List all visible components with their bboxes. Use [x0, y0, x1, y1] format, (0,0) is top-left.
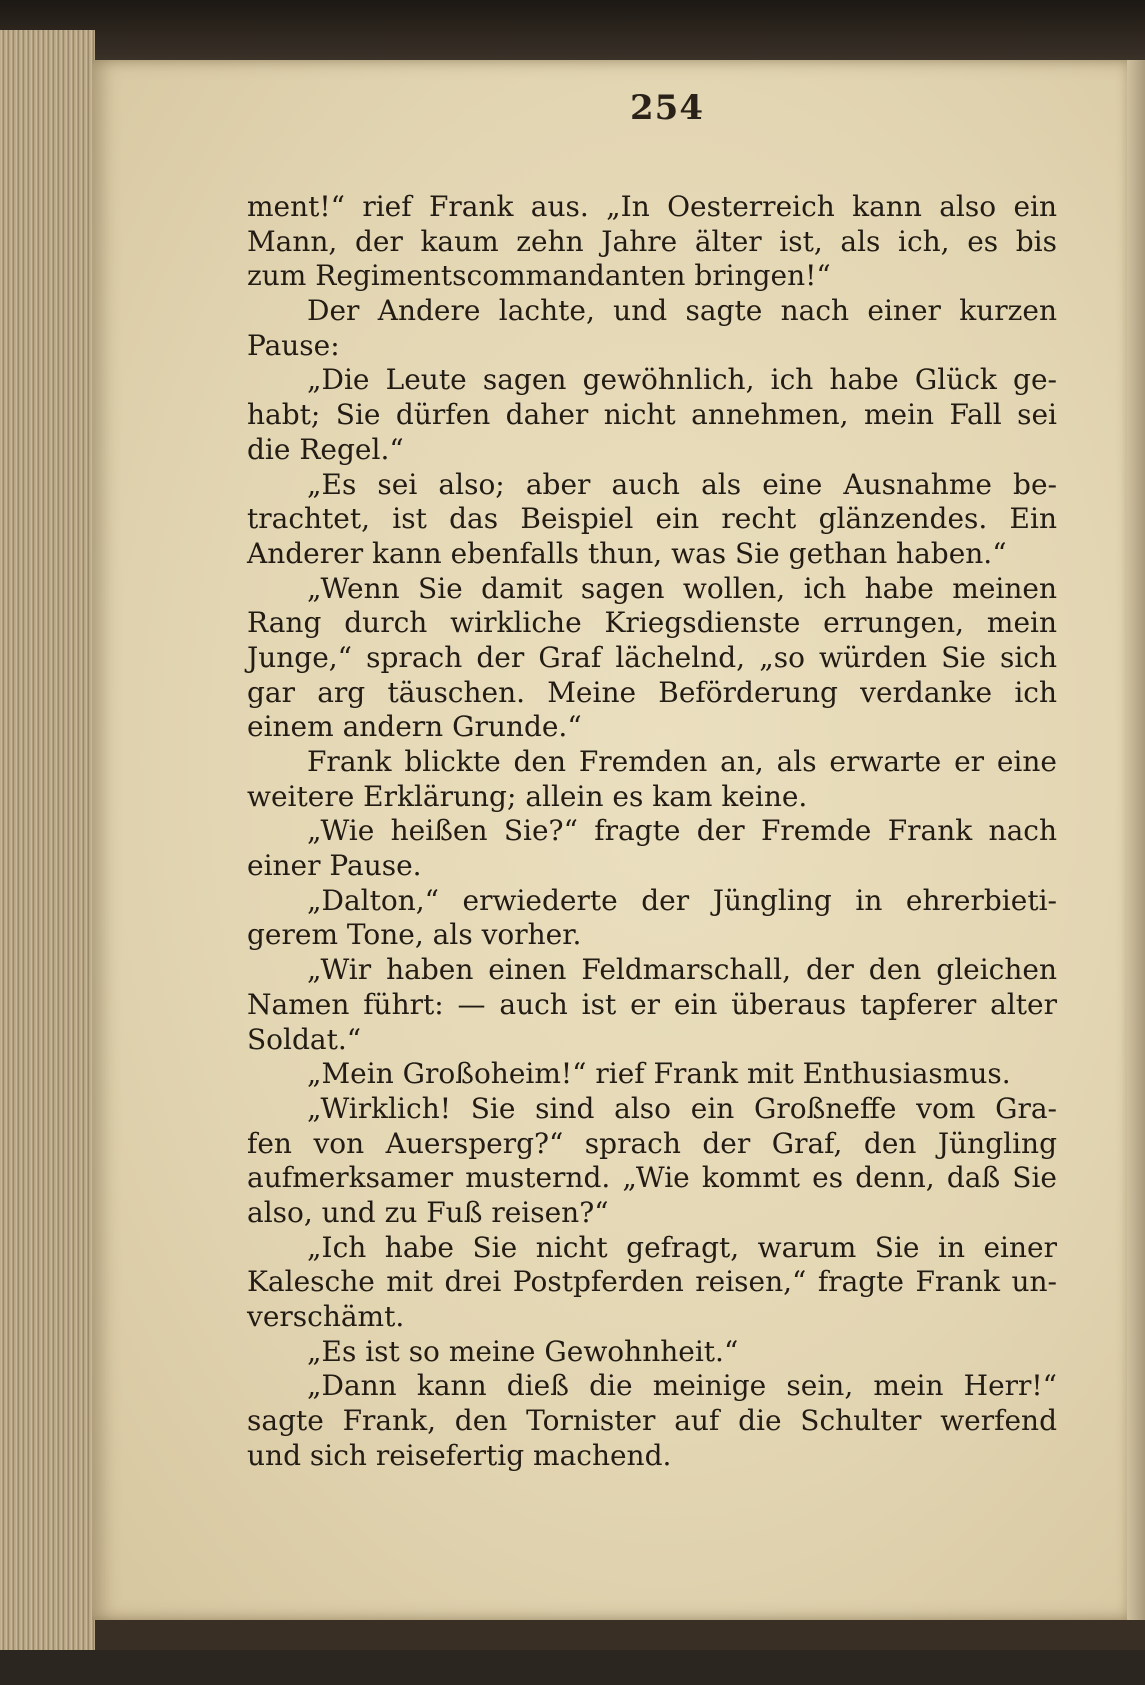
text-line: „Es sei also; aber auch als eine Ausnahme be- [307, 467, 1057, 501]
text-line: aufmerksamer musternd. „Wie kommt es denn, daß Sie [247, 1161, 1057, 1195]
text-line: sagte Frank, den Tornister auf die Schulter werfend [247, 1404, 1057, 1438]
text-line: trachtet, ist das Beispiel ein recht glänzendes. Ein [247, 502, 1057, 536]
text-line: Kalesche mit drei Postpferden reisen,“ fragte Frank un- [247, 1265, 1057, 1299]
text-line: Namen führt: — auch ist er ein überaus tapferer alter [247, 987, 1057, 1021]
text-line: „Ich habe Sie nicht gefragt, warum Sie in einer [307, 1230, 1057, 1264]
text-line: habt; Sie dürfen daher nicht annehmen, mein Fall sei [247, 398, 1057, 432]
text-line: Der Andere lachte, und sagte nach einer kurzen [307, 294, 1057, 328]
text-line: verschämt. [247, 1300, 405, 1333]
text-line: ment!“ rief Frank aus. „In Oesterreich kann also ein [247, 190, 1057, 223]
text-line: Soldat.“ [247, 1022, 362, 1056]
text-line: „Wie heißen Sie?“ fragte der Fremde Frank nach [307, 814, 1057, 848]
text-line: also, und zu Fuß reisen?“ [247, 1195, 609, 1229]
text-line: und sich reisefertig machend. [247, 1438, 672, 1472]
text-line: gerem Tone, als vorher. [247, 918, 582, 952]
text-line: gar arg täuschen. Meine Beförderung verdanke ich [247, 675, 1057, 709]
text-line: „Wenn Sie damit sagen wollen, ich habe meinen [307, 571, 1057, 605]
book-top-edge [0, 0, 1145, 60]
text-line: „Mein Großoheim!“ rief Frank mit Enthusiasmus. [307, 1057, 1011, 1091]
text-line: Anderer kann ebenfalls thun, was Sie gethan haben.“ [247, 536, 1007, 570]
page-text [247, 190, 1057, 1473]
text-line: fen von Auersperg?“ sprach der Graf, den Jüngling [247, 1126, 1057, 1160]
text-line: die Regel.“ [247, 432, 404, 466]
text-line: weitere Erklärung; allein es kam keine. [247, 779, 808, 813]
text-line: Rang durch wirkliche Kriegsdienste errungen, mein [247, 606, 1057, 640]
text-line: „Dalton,“ erwiederte der Jüngling in ehrerbieti- [307, 883, 1057, 917]
page-stack-edge [0, 30, 95, 1650]
text-line: „Die Leute sagen gewöhnlich, ich habe Glück ge- [307, 363, 1057, 397]
page-right-edge [1127, 60, 1145, 1620]
text-line: einem andern Grunde.“ [247, 710, 582, 744]
text-line: einer Pause. [247, 849, 422, 883]
text-line: Frank blickte den Fremden an, als erwarte er eine [307, 745, 1057, 778]
text-line: „Wirklich! Sie sind also ein Großneffe vom Gra- [307, 1091, 1057, 1125]
text-line: „Dann kann dieß die meinige sein, mein Herr!“ [307, 1369, 1057, 1403]
text-line: „Wir haben einen Feldmarschall, der den gleichen [307, 953, 1057, 987]
page-number: 254 [630, 88, 704, 128]
text-line: Junge,“ sprach der Graf lächelnd, „so würden Sie sich [247, 640, 1057, 674]
text-line: Mann, der kaum zehn Jahre älter ist, als ich, es bis [247, 224, 1057, 258]
text-line: zum Regimentscommandanten bringen!“ [247, 259, 831, 293]
text-line: „Es ist so meine Gewohnheit.“ [307, 1334, 739, 1368]
text-line: Pause: [247, 328, 340, 362]
